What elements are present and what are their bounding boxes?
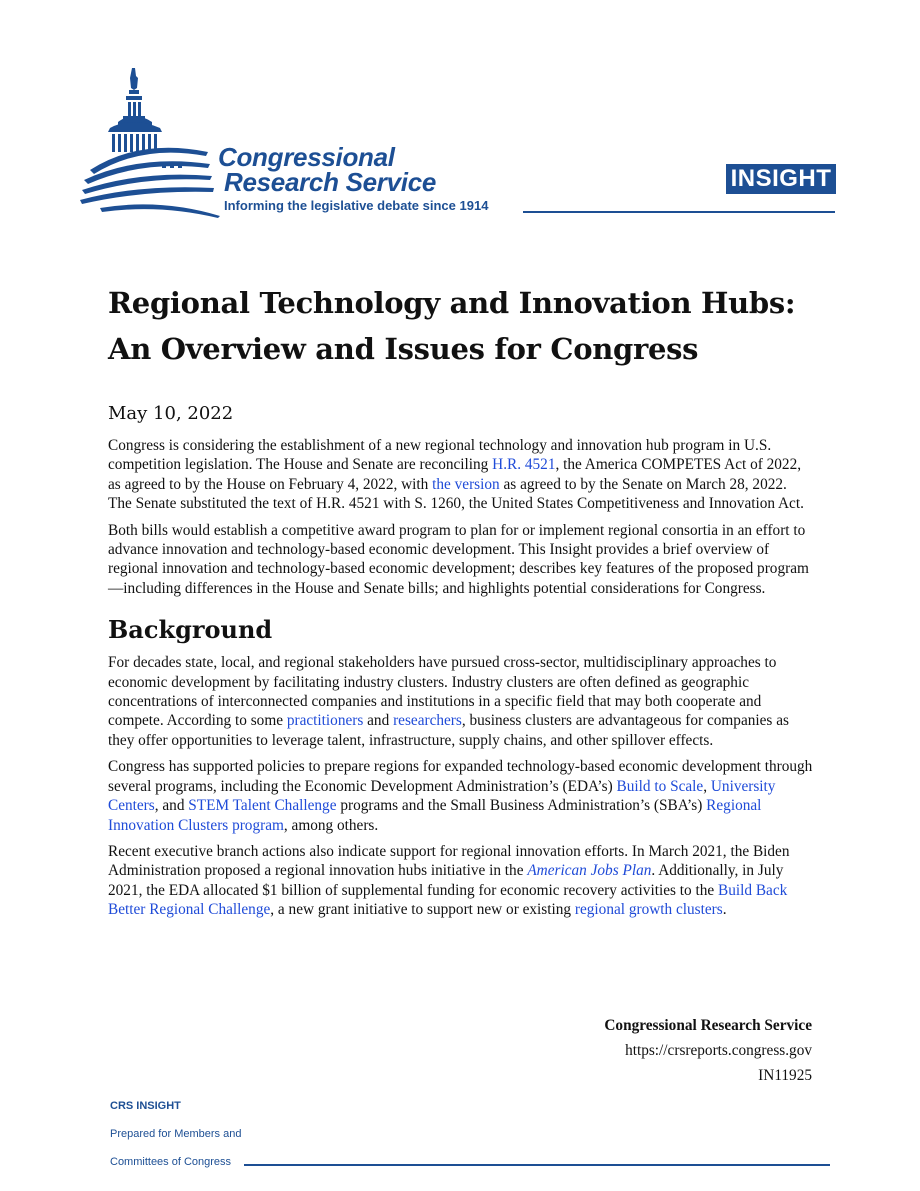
build-to-scale-link[interactable]: Build to Scale xyxy=(616,777,704,795)
footer-crs-insight: CRS INSIGHT xyxy=(110,1100,181,1112)
insight-badge: INSIGHT xyxy=(726,164,836,194)
text-run: , and xyxy=(154,797,189,815)
senate-version-link[interactable]: the version xyxy=(432,475,500,493)
build-back-better-link[interactable]: Build Back Better Regional Challenge xyxy=(108,881,788,919)
footer-committees: Committees of Congress xyxy=(110,1156,232,1168)
org-tagline: Informing the legislative debate since 1914 xyxy=(224,198,489,213)
crs-logo xyxy=(80,66,500,218)
section-heading-background: Background xyxy=(108,615,273,645)
org-name-line2: Research Service xyxy=(224,167,437,197)
intro-paragraph-1 xyxy=(108,436,813,514)
publish-date: May 10, 2022 xyxy=(108,403,234,424)
background-paragraph-2 xyxy=(108,757,813,835)
background-paragraph-3 xyxy=(108,842,813,920)
report-body xyxy=(108,436,813,927)
researchers-link[interactable]: researchers xyxy=(393,712,462,730)
text-run: Congress has supported policies to prepare regions for expanded technology-based economic development through several programs, including the Economic Development Administration’s (EDA’s) xyxy=(108,758,813,795)
text-run: , among others. xyxy=(283,816,379,834)
report-id: IN11925 xyxy=(758,1067,812,1084)
capitol-dome-icon xyxy=(80,66,220,218)
org-name-line1: Congressional xyxy=(218,142,395,172)
footer-rule xyxy=(244,1164,830,1166)
text-run: , xyxy=(703,777,711,795)
crs-wordmark xyxy=(218,142,437,197)
text-run: Recent executive branch actions also indicate support for regional innovation efforts. In March 2021, the Biden Administration proposed a regional innovation hubs initiative in the xyxy=(108,842,790,880)
text-run: . xyxy=(722,901,727,919)
regional-growth-clusters-link[interactable]: regional growth clusters xyxy=(574,901,723,919)
title-line-2: An Overview and Issues for Congress xyxy=(108,332,699,366)
text-run: For decades state, local, and regional stakeholders have pursued cross-sector, multidisciplinary approaches to economic development by facilitating industry clusters. Industry clusters are often defined as geographic concentrations of interconnected companies and institutions in a specific field that may both cooperate and compete. According to some xyxy=(108,654,777,730)
hr-4521-link[interactable]: H.R. 4521 xyxy=(492,456,556,474)
text-run: . Additionally, in July 2021, the EDA allocated $1 billion of supplemental funding for economic recovery activities to the xyxy=(108,862,784,899)
title-line-1: Regional Technology and Innovation Hubs: xyxy=(108,286,796,320)
intro-paragraph-2: Both bills would establish a competitive award program to plan for or implement regional consortia in an effort to advance innovation and technology-based economic development. This Insight provides a brief overview of regional innovation and technology-based economic development; describes key features of the proposed program—including differences in the House and Senate bills; and highlights potential considerations for Congress. xyxy=(108,521,809,597)
footer-org: Congressional Research Service xyxy=(604,1017,812,1034)
university-centers-link[interactable]: University Centers xyxy=(108,777,776,815)
page-title xyxy=(108,280,848,372)
text-run: , the America COMPETES Act of 2022, as agreed to by the House on February 4, 2022, with xyxy=(108,456,802,493)
footer-label xyxy=(110,1100,241,1184)
footer-prepared-for: Prepared for Members and xyxy=(110,1128,242,1140)
text-run: as agreed to by the Senate on March 28, 2022. The Senate substituted the text of H.R. 4521 with S. 1260, the United States Competitiveness and Innovation Act. xyxy=(108,475,804,513)
background-paragraph-1 xyxy=(108,653,813,750)
text-run: Congress is considering the establishment of a new regional technology and innovation hub program in U.S. competition legislation. The House and Senate are reconciling xyxy=(108,437,772,474)
stem-talent-challenge-link[interactable]: STEM Talent Challenge xyxy=(188,797,337,815)
text-run: , business clusters are advantageous for companies as they offer opportunities to leverage talent, infrastructure, supply chains, and other spillover effects. xyxy=(108,712,789,749)
footer-url[interactable]: https://crsreports.congress.gov xyxy=(625,1042,812,1059)
header-rule xyxy=(523,211,835,213)
american-jobs-plan-link[interactable]: American Jobs Plan xyxy=(527,862,652,880)
footer-citation xyxy=(604,1013,812,1088)
practitioners-link[interactable]: practitioners xyxy=(286,712,364,730)
text-run: programs and the Small Business Administration’s (SBA’s) xyxy=(336,797,707,815)
text-run: , a new grant initiative to support new or existing xyxy=(270,901,575,919)
text-run: and xyxy=(363,712,394,730)
regional-innovation-clusters-link[interactable]: Regional Innovation Clusters program xyxy=(108,797,762,834)
